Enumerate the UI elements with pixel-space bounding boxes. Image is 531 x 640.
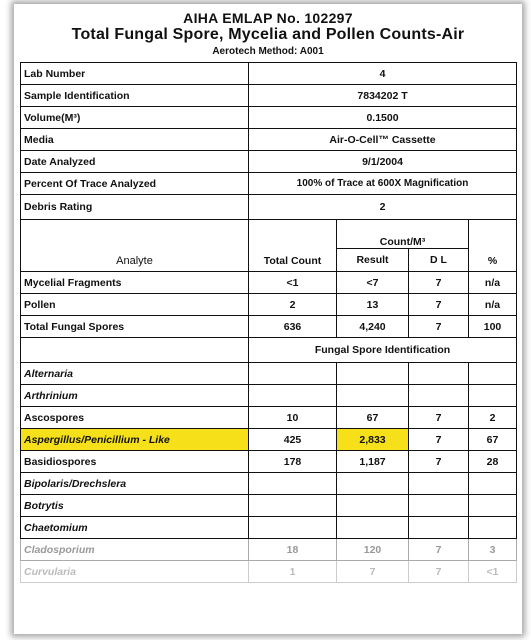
percent-value (469, 473, 517, 495)
result-value: <7 (337, 272, 409, 294)
percent-value: 3 (469, 539, 517, 561)
table-row (21, 517, 517, 539)
total-count-value (249, 517, 337, 539)
result-value: 4,240 (337, 316, 409, 338)
info-value: 7834202 T (249, 85, 517, 107)
spore-section-title: Fungal Spore Identification (249, 338, 517, 363)
detection-limit-value (409, 495, 469, 517)
detection-limit-value: 7 (409, 272, 469, 294)
info-row (21, 151, 517, 173)
detection-limit-value: 7 (409, 539, 469, 561)
spore-id-section-header (21, 338, 517, 363)
percent-value (469, 363, 517, 385)
detection-limit-value: 7 (409, 561, 469, 583)
result-value: 67 (337, 407, 409, 429)
percent-value: <1 (469, 561, 517, 583)
table-row (21, 272, 517, 294)
detection-limit-value (409, 517, 469, 539)
analyte-name: Pollen (21, 294, 249, 316)
total-count-value: 2 (249, 294, 337, 316)
report-title: Total Fungal Spore, Mycelia and Pollen Counts-Air (71, 26, 465, 43)
analyte-name: Botrytis (21, 495, 249, 517)
table-row (21, 407, 517, 429)
info-value: 0.1500 (249, 107, 517, 129)
total-count-value: 636 (249, 316, 337, 338)
table-row (21, 385, 517, 407)
method-subtitle: Aerotech Method: A001 (212, 46, 324, 57)
report-page (14, 4, 522, 634)
result-value (337, 363, 409, 385)
total-count-value (249, 473, 337, 495)
info-row (21, 85, 517, 107)
percent-value: n/a (469, 272, 517, 294)
info-label: Volume(M³) (21, 107, 249, 129)
result-value (337, 495, 409, 517)
analyte-column-header: Analyte (21, 220, 249, 272)
result-value (337, 473, 409, 495)
info-label: Lab Number (21, 63, 249, 85)
count-per-m3-group-header: Count/M³ (337, 220, 469, 249)
analyte-name: Basidiospores (21, 451, 249, 473)
analyte-name: Cladosporium (21, 539, 249, 561)
detection-limit-value: 7 (409, 451, 469, 473)
result-value: 2,833 (337, 429, 409, 451)
percent-value (469, 495, 517, 517)
detection-limit-value (409, 385, 469, 407)
percent-value: 2 (469, 407, 517, 429)
percent-value (469, 517, 517, 539)
info-label: Percent Of Trace Analyzed (21, 173, 249, 195)
info-row (21, 129, 517, 151)
analyte-name: Aspergillus/Penicillium - Like (21, 429, 249, 451)
detection-limit-value (409, 473, 469, 495)
total-count-value: 18 (249, 539, 337, 561)
total-count-value: 425 (249, 429, 337, 451)
total-count-value: 10 (249, 407, 337, 429)
percent-value: 100 (469, 316, 517, 338)
info-label: Debris Rating (21, 195, 249, 220)
result-value: 7 (337, 561, 409, 583)
info-value: 9/1/2004 (249, 151, 517, 173)
info-label: Date Analyzed (21, 151, 249, 173)
info-value: Air-O-Cell™ Cassette (249, 129, 517, 151)
percent-value: n/a (469, 294, 517, 316)
table-row (21, 451, 517, 473)
result-value: 120 (337, 539, 409, 561)
percent-value (469, 385, 517, 407)
analyte-name: Total Fungal Spores (21, 316, 249, 338)
info-row (21, 195, 517, 220)
total-count-value (249, 385, 337, 407)
spore-identification-section (21, 363, 517, 583)
total-count-column-header: Total Count (249, 220, 337, 272)
result-value (337, 385, 409, 407)
lab-accreditation-title: AIHA EMLAP No. 102297 (183, 10, 353, 26)
table-row (21, 495, 517, 517)
analyte-name: Mycelial Fragments (21, 272, 249, 294)
percent-column-header: % (469, 220, 517, 272)
detection-limit-column-header: D L (409, 249, 469, 272)
total-count-value: 1 (249, 561, 337, 583)
info-value: 4 (249, 63, 517, 85)
table-row (21, 294, 517, 316)
result-column-header: Result (337, 249, 409, 272)
total-count-value: <1 (249, 272, 337, 294)
detection-limit-value: 7 (409, 316, 469, 338)
percent-value: 28 (469, 451, 517, 473)
result-value: 13 (337, 294, 409, 316)
analyte-header-section (21, 220, 517, 272)
result-value: 1,187 (337, 451, 409, 473)
info-row (21, 63, 517, 85)
result-value (337, 517, 409, 539)
analyte-name: Curvularia (21, 561, 249, 583)
total-count-value (249, 495, 337, 517)
summary-section (21, 272, 517, 338)
table-row (21, 316, 517, 338)
table-row (21, 561, 517, 583)
table-row (21, 429, 517, 451)
detection-limit-value: 7 (409, 429, 469, 451)
info-label: Sample Identification (21, 85, 249, 107)
total-count-value (249, 363, 337, 385)
info-value: 2 (249, 195, 517, 220)
detection-limit-value: 7 (409, 407, 469, 429)
table-row (21, 363, 517, 385)
analyte-name: Chaetomium (21, 517, 249, 539)
detection-limit-value (409, 363, 469, 385)
info-label: Media (21, 129, 249, 151)
info-row (21, 107, 517, 129)
analyte-name: Alternaria (21, 363, 249, 385)
info-value: 100% of Trace at 600X Magnification (249, 173, 517, 195)
analyte-name: Arthrinium (21, 385, 249, 407)
total-count-value: 178 (249, 451, 337, 473)
table-row (21, 473, 517, 495)
analyte-name: Bipolaris/Drechslera (21, 473, 249, 495)
detection-limit-value: 7 (409, 294, 469, 316)
analyte-name: Ascospores (21, 407, 249, 429)
sample-info-section (21, 63, 517, 220)
results-table (20, 62, 517, 583)
info-row (21, 173, 517, 195)
table-row (21, 539, 517, 561)
percent-value: 67 (469, 429, 517, 451)
